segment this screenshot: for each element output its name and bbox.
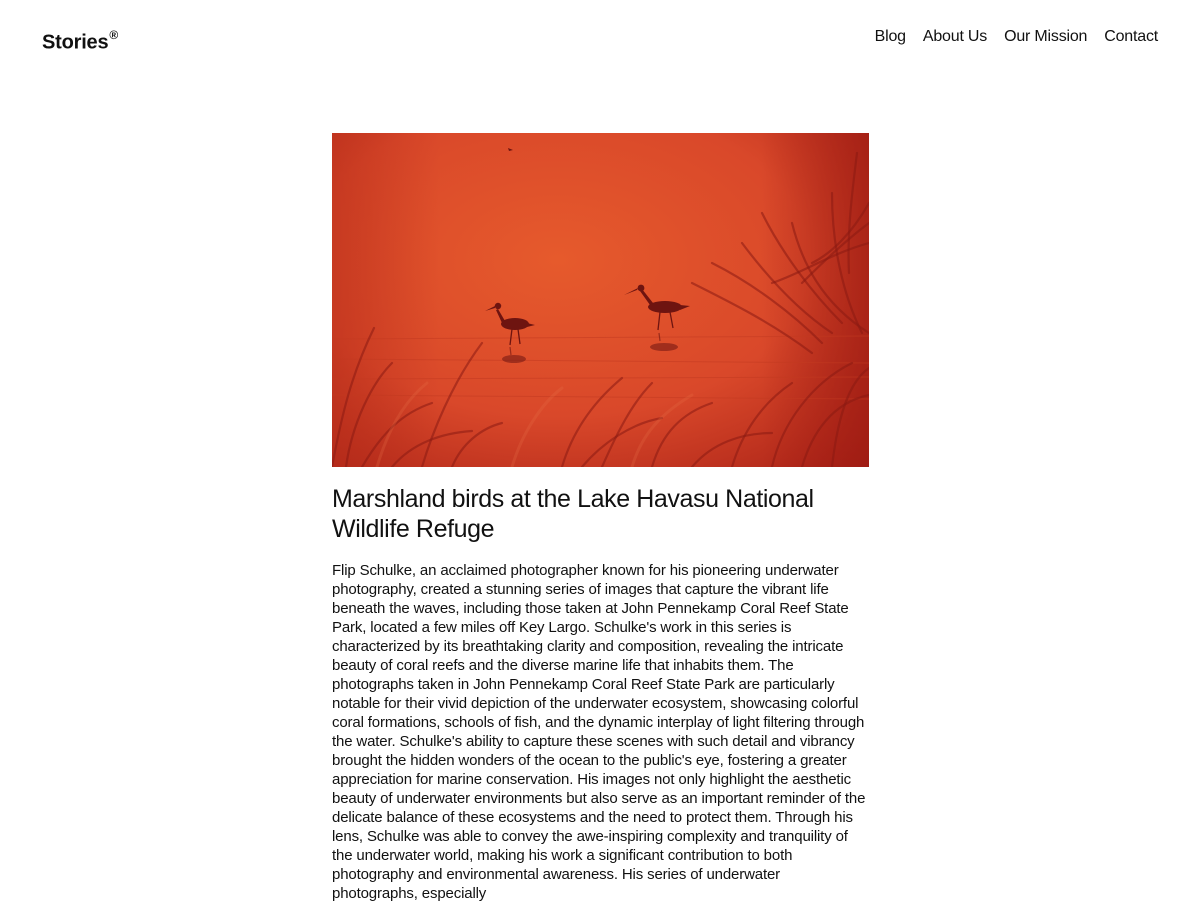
registered-mark: ® (109, 28, 119, 42)
article (332, 133, 869, 903)
nav-link-about-us[interactable]: About Us (922, 28, 988, 45)
nav-link-blog[interactable]: Blog (874, 28, 906, 45)
nav-link-our-mission[interactable]: Our Mission (1004, 28, 1088, 45)
site-header (0, 0, 1200, 76)
brand-name: Stories (42, 31, 109, 54)
hero-image (332, 133, 869, 467)
article-body: Flip Schulke, an acclaimed photographer known for his pioneering underwater photography, created a stunning series of images that capture the vibrant life beneath the waves, including those taken at John Pennekamp Coral Reef State Park, located a few miles off Key Largo. Schulke's work in this series is characterized by its breathtaking clarity and composition, revealing the intricate beauty of coral reefs and the diverse marine life that inhabits them. The photographs taken in John Pennekamp Coral Reef State Park are particularly notable for their vivid depiction of the underwater ecosystem, showcasing colorful coral formations, schools of fish, and the dynamic interplay of light filtering through the water. Schulke's ability to capture these scenes with such detail and vibrancy brought the hidden wonders of the ocean to the public's eye, fostering a greater appreciation for marine conservation. His images not only highlight the aesthetic beauty of underwater environments but also serve as an important reminder of the delicate balance of these ecosystems and the need to protect them. Through his lens, Schulke was able to convey the awe-inspiring complexity and tranquility of the underwater world, making his work a significant contribution to both photography and environmental awareness. His series of underwater photographs, especially (332, 562, 866, 902)
article-title: Marshland birds at the Lake Havasu National Wildlife Refuge (332, 485, 814, 543)
brand-logo[interactable] (42, 25, 118, 55)
nav-link-contact[interactable]: Contact (1104, 28, 1158, 45)
main-nav (875, 27, 1158, 47)
